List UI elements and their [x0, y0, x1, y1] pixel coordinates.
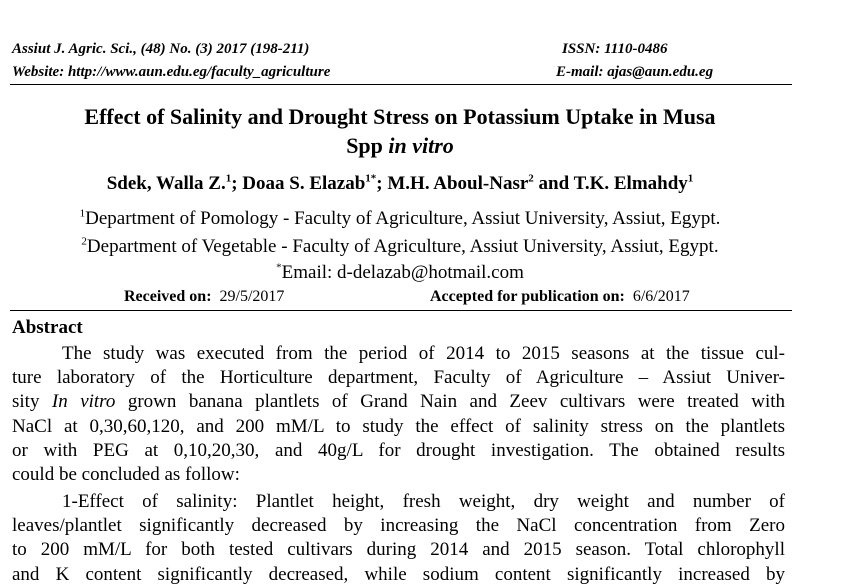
abstract-line: could be concluded as follow:: [12, 464, 240, 486]
issn: ISSN: 1110-0486: [562, 41, 668, 57]
author-3-sup: 2: [528, 172, 534, 185]
abstract-line: ture laboratory of the Horticulture department, Faculty of Agriculture – Assiut Univer-: [12, 367, 785, 389]
received-label: Received on:: [124, 288, 212, 305]
received-value: 29/5/2017: [219, 288, 285, 305]
author-1-sup: 1: [225, 172, 232, 185]
paper-title-line-1: Effect of Salinity and Drought Stress on Potassium Uptake in Musa: [84, 104, 716, 129]
author-list: [0, 173, 800, 195]
abstract-line: 1-Effect of salinity: Plantlet height, fresh weight, dry weight and number of: [62, 491, 785, 512]
paper-title-line-2: [0, 133, 800, 159]
abstract-line: and K content significantly decreased, while sodium content significantly increased by: [12, 563, 785, 585]
abstract-line-part: grown banana plantlets of Grand Nain and Zeev cultivars were treated with: [115, 391, 785, 413]
journal-citation: Assiut J. Agric. Sci., (48) No. (3) 2017 (198-211): [12, 41, 310, 57]
abstract-line: NaCl at 0,30,60,120, and 200 mM/L to study the effect of salinity stress on the plantlets: [12, 415, 785, 437]
abstract-paragraph-1: [12, 342, 785, 487]
author-4-sup: 1: [687, 172, 694, 185]
author-4: and T.K. Elmahdy: [533, 173, 688, 194]
received-date: [124, 288, 284, 306]
affiliation-1-text: Department of Pomology - Faculty of Agriculture, Assiut University, Assiut, Egypt.: [85, 208, 721, 229]
title-italic: in vitro: [388, 133, 454, 158]
abstract-paragraph-2: [12, 490, 785, 587]
dates-divider: [10, 310, 792, 311]
affiliation-2: [0, 236, 800, 258]
abstract-line-part: sity: [12, 391, 52, 413]
accepted-date: [430, 288, 690, 306]
author-3: ; M.H. Aboul-Nasr: [376, 173, 529, 194]
email-sup: *: [276, 261, 282, 274]
abstract-line: The study was executed from the period of 2014 to 2015 seasons at the tissue cul-: [62, 343, 785, 364]
author-1: Sdek, Walla Z.: [106, 173, 226, 194]
header-divider: [10, 84, 792, 85]
affiliation-2-text: Department of Vegetable - Faculty of Agriculture, Assiut University, Assiut, Egypt.: [86, 236, 719, 257]
abstract-line: leaves/plantlet significantly decreased by increasing the NaCl concentration from Zero: [12, 515, 785, 537]
abstract-line: to 200 mM/L for both tested cultivars during 2014 and 2015 season. Total chlorophyll: [12, 539, 785, 561]
journal-website[interactable]: Website: http://www.aun.edu.eg/faculty_agriculture: [12, 64, 331, 80]
title-plain: Spp: [346, 133, 389, 158]
abstract-line: [12, 390, 785, 414]
author-2: ; Doaa S. Elazab: [231, 173, 366, 194]
accepted-value: 6/6/2017: [632, 288, 690, 305]
affiliation-2-sup: 2: [81, 235, 87, 248]
abstract-heading: Abstract: [12, 317, 83, 338]
accepted-label: Accepted for publication on:: [430, 288, 625, 305]
corresponding-email: [0, 262, 800, 284]
abstract-line: or with PEG at 0,10,20,30, and 40g/L for drought investigation. The obtained results: [12, 439, 785, 461]
email-text[interactable]: Email: d-delazab@hotmail.com: [281, 262, 524, 283]
abstract-italic: In vitro: [51, 391, 116, 413]
author-2-sup: 1*: [365, 172, 377, 185]
journal-email[interactable]: E-mail: ajas@aun.edu.eg: [556, 64, 714, 80]
affiliation-1-sup: 1: [79, 207, 86, 220]
affiliation-1: [0, 208, 800, 230]
